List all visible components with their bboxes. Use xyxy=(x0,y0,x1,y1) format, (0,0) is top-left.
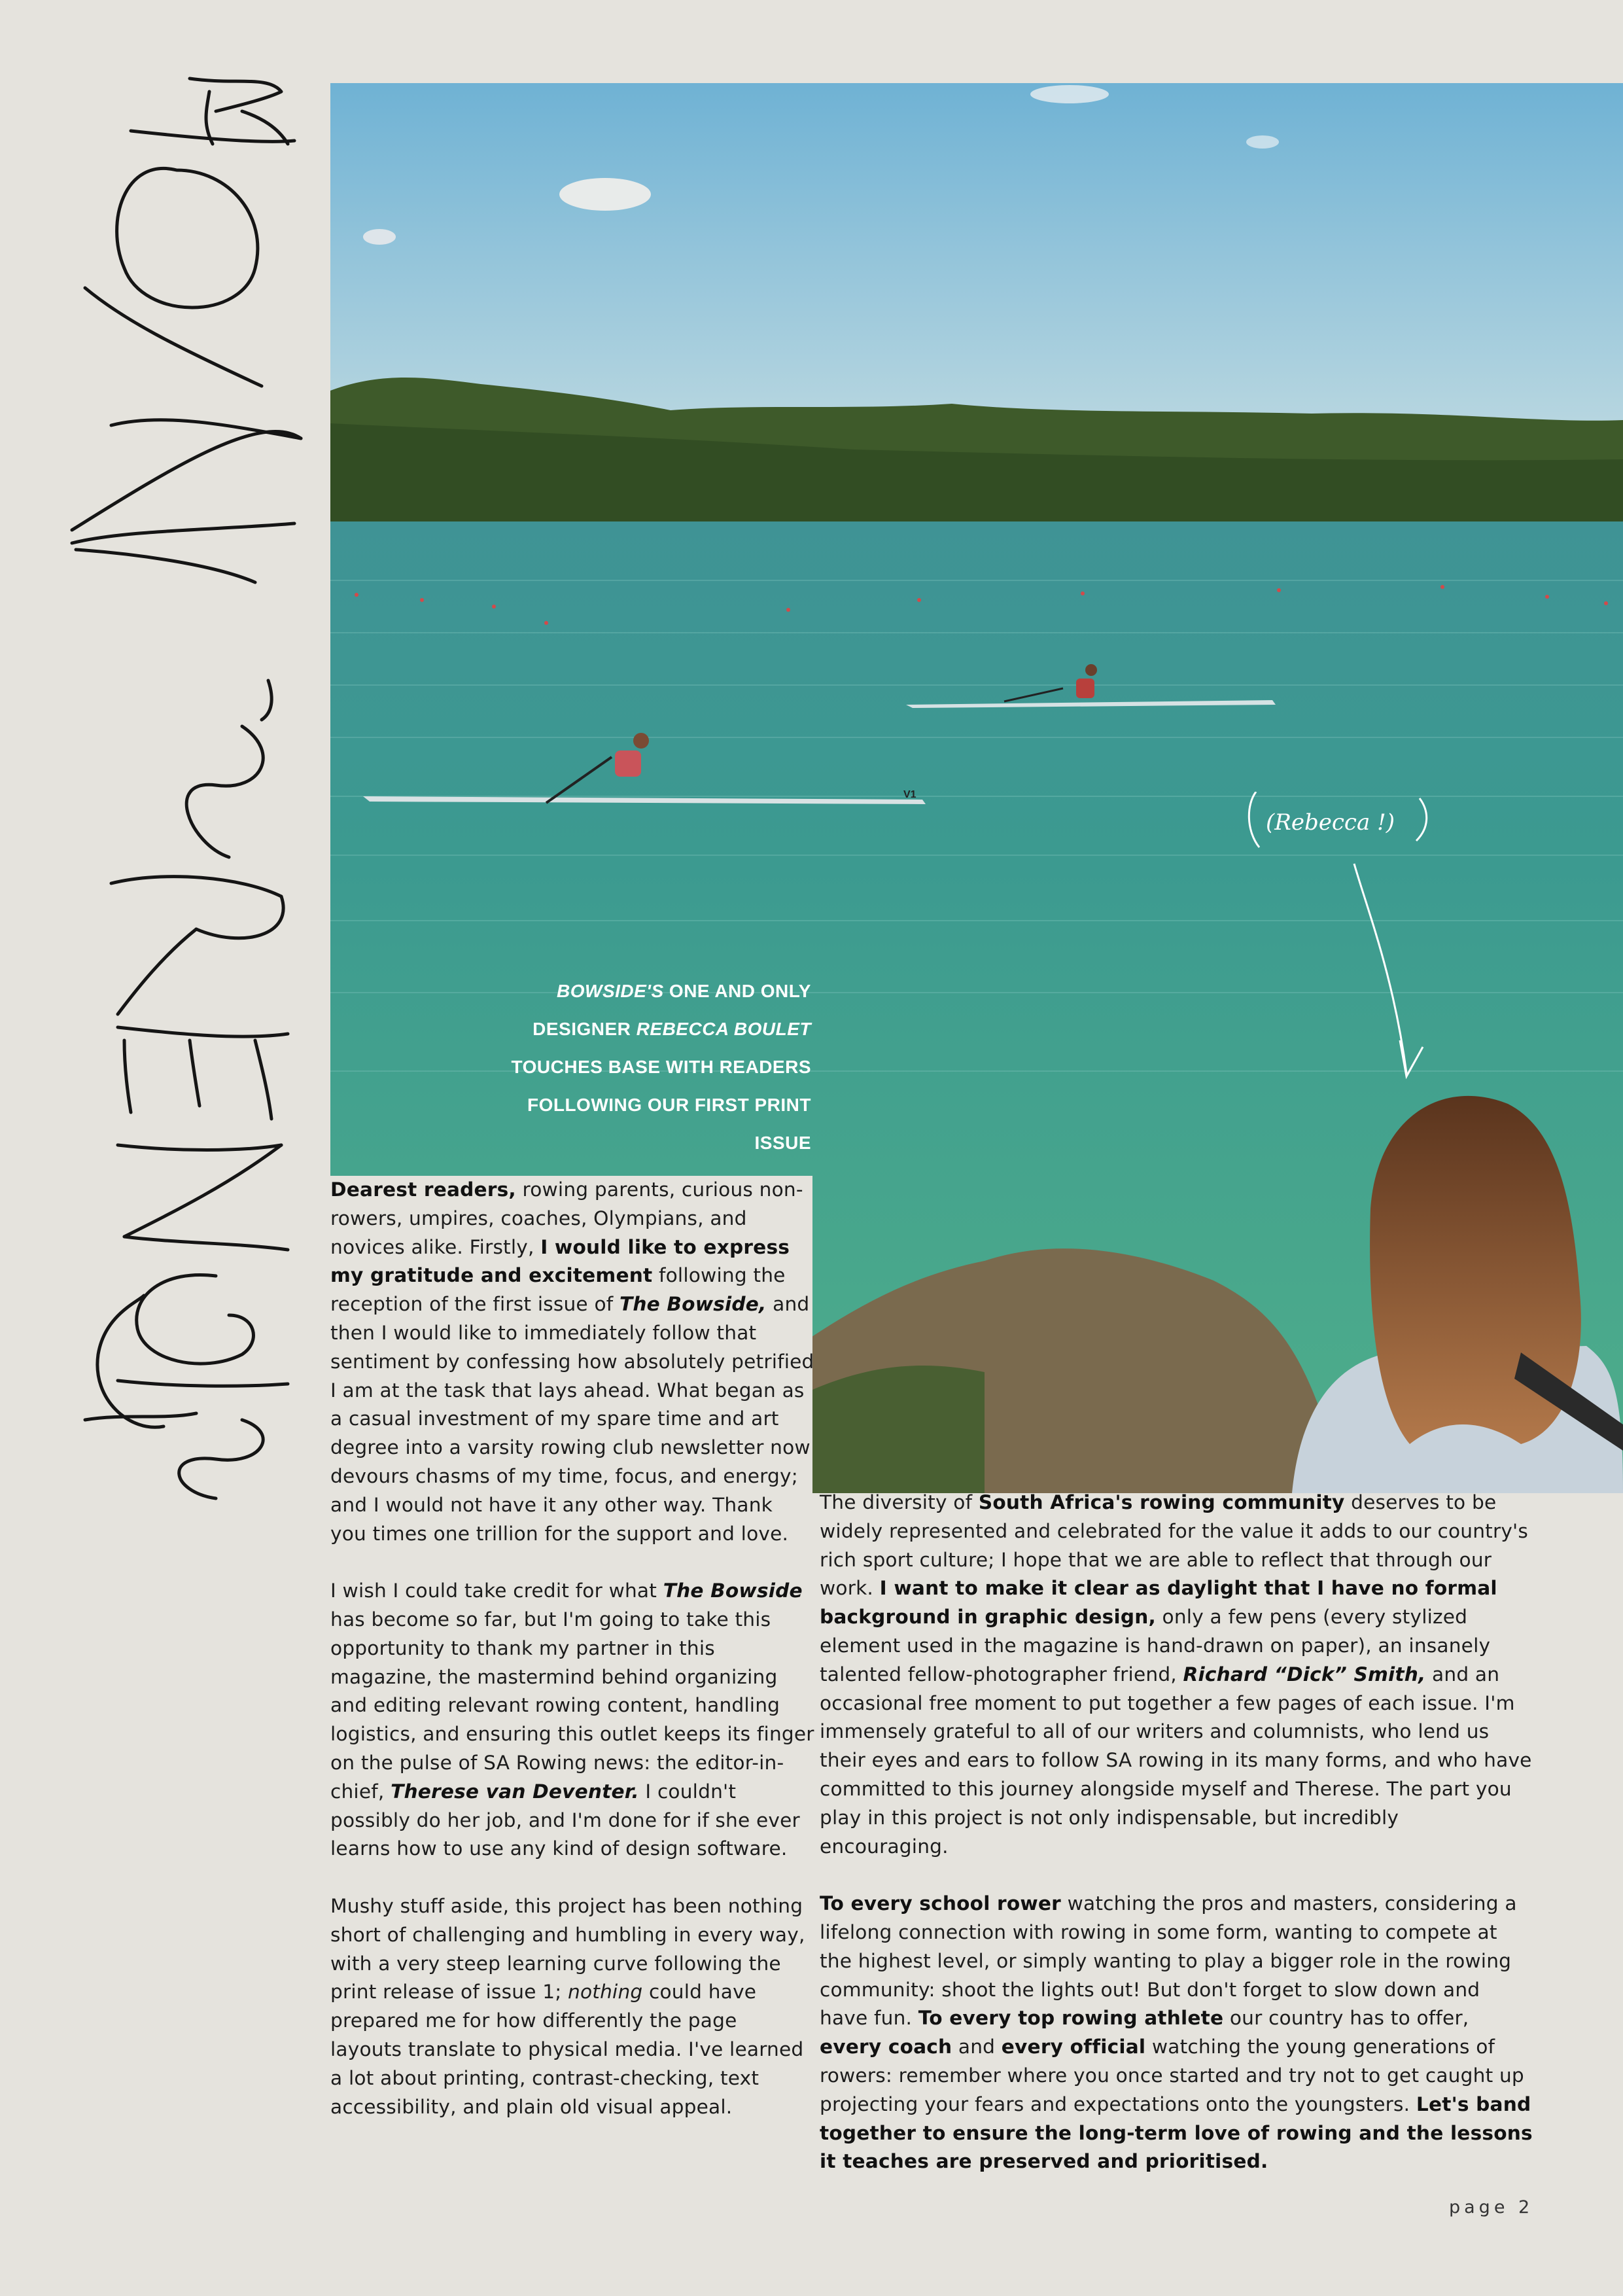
annotation-text: (Rebecca !) xyxy=(1266,809,1395,836)
paragraph: To every school rower watching the pros and masters, considering a lifelong connection with rowing in some form, wanting to compete at the highest level, or simply wanting to play a bigger role in the rowing community: shoot the lights out! But don't forget to slow down and have fun. To every top rowing athlete our country has to offer, every coach and every official watching the young generations of rowers: remember where you once started and try not to get caught up projecting your fears and expectations onto the youngsters. Let's band together to ensure the long-term love of rowing and the lessons it teaches are preserved and prioritised. xyxy=(820,1892,1533,2173)
designers-note-handwritten-title xyxy=(46,72,321,1511)
paragraph: The diversity of South Africa's rowing community deserves to be widely represented and celebrated for the value it adds to our country's rich sport culture; I hope that we are able to reflect that through our work. I want to make it clear as daylight that I have no formal background in graphic design, only a few pens (every stylized element used in the magazine is hand-drawn on paper), an insanely talented fellow-photographer friend, Richard “Dick” Smith, and an occasional free moment to put together a few pages of each issue. I'm immensely grateful to all of our writers and columnists, who lend us their eyes and ears to follow SA rowing in its many forms, and who have committed to this journey alongside myself and Therese. The part you play in this project is not only indispensable, but incredibly encouraging. xyxy=(820,1491,1532,1858)
left-column xyxy=(330,1176,814,2150)
right-column xyxy=(820,1489,1533,2205)
boat-number: V1 xyxy=(903,789,916,800)
page-number: page 2 xyxy=(1449,2197,1534,2217)
deck-designer-name: REBECCA BOULET xyxy=(636,1019,811,1039)
deck-magazine-name: BOWSIDE'S xyxy=(557,981,664,1001)
cloud xyxy=(559,178,651,211)
paragraph: I wish I could take credit for what The Bowside has become so far, but I'm going to take this opportunity to thank my partner in this magazine, the mastermind behind organizing and editing relevant rowing content, handling logistics, and ensuring this outlet keeps its finger on the pulse of SA Rowing news: the editor-in-chief, Therese van Deventer. I couldn't possibly do her job, and I'm done for if she ever learns how to use any kind of design software. xyxy=(330,1580,814,1860)
article-deck: BOWSIDE'S ONE AND ONLY DESIGNER REBECCA BOULET TOUCHES BASE WITH READERS FOLLOWING OUR FIRST PRINT ISSUE xyxy=(511,981,811,1153)
paragraph: Mushy stuff aside, this project has been nothing short of challenging and humbling in every way, with a very steep learning curve following the print release of issue 1; nothing could have prepared me for how differently the page layouts translate to physical media. I've learned a lot about printing, contrast-checking, text accessibility, and plain old visual appeal. xyxy=(330,1894,805,2118)
sky xyxy=(330,83,1623,423)
paragraph: Dearest readers, rowing parents, curious non-rowers, umpires, coaches, Olympians, and novices alike. Firstly, I would like to express my gratitude and excitement following the reception of the first issue of The Bowside, and then I would like to immediately follow that sentiment by confessing how absolutely petrified I am at the task that lays ahead. What began as a casual investment of my spare time and art degree into a varsity rowing club newsletter now devours chasms of my time, focus, and energy; and I would not have it any other way. Thank you times one trillion for the support and love. xyxy=(330,1178,814,1545)
rebecca-annotation xyxy=(1243,792,1439,1086)
